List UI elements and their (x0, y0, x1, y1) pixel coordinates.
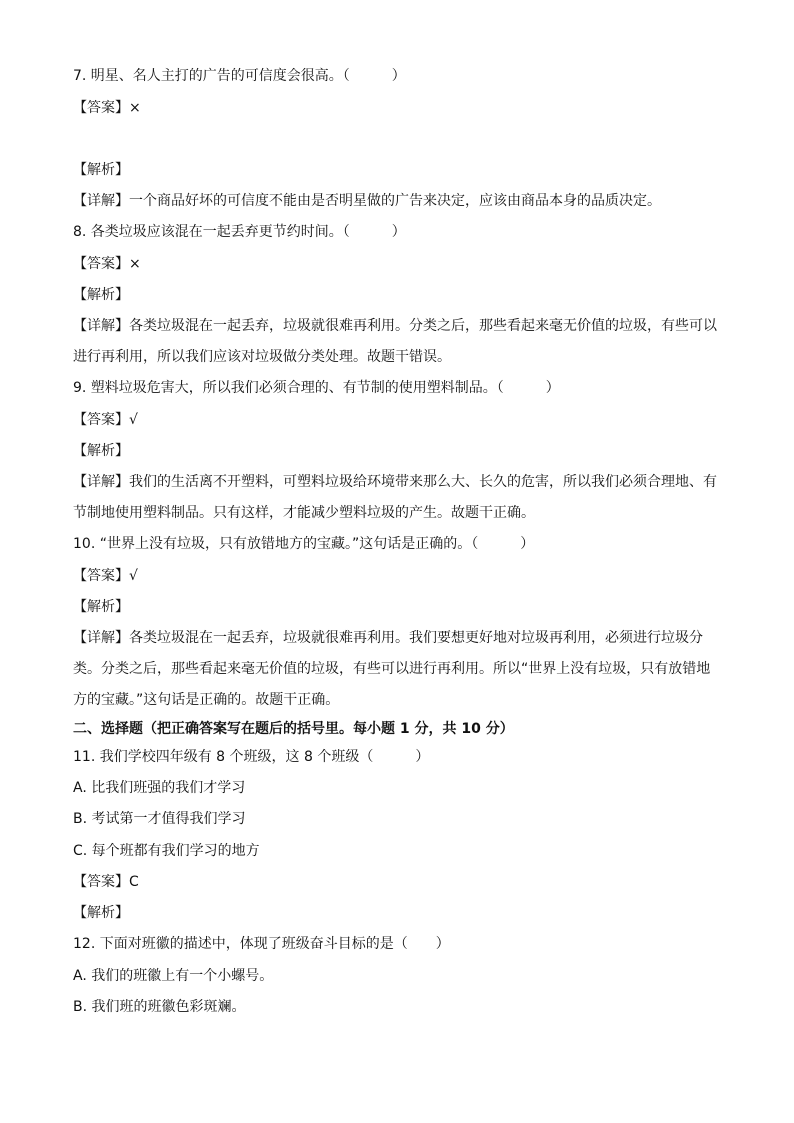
analysis-label: 【解析】 (73, 905, 129, 921)
analysis-label: 【解析】 (73, 599, 129, 615)
option-b: B. 我们班的班徽色彩斑斓。 (73, 999, 246, 1015)
option-b: B. 考试第一才值得我们学习 (73, 811, 246, 827)
detail-text-continued: 节制地使用塑料制品。只有这样，才能减少塑料垃圾的产生。故题干正确。 (73, 505, 535, 521)
detail-text-continued: 进行再利用，所以我们应该对垃圾做分类处理。故题干错误。 (73, 349, 451, 365)
section-heading: 二、选择题（把正确答案写在题后的括号里。每小题 1 分，共 10 分） (73, 721, 514, 737)
option-c: C. 每个班都有我们学习的地方 (73, 843, 260, 859)
detail-text-continued: 方的宝藏。”这句话是正确的。故题干正确。 (73, 692, 340, 708)
option-a: A. 我们的班徽上有一个小螺号。 (73, 968, 274, 984)
option-a: A. 比我们班强的我们才学习 (73, 780, 246, 796)
answer-label: 【答案】× (73, 256, 141, 272)
analysis-label: 【解析】 (73, 443, 129, 459)
question-8: 8. 各类垃圾应该混在一起丢弃更节约时间。（ ） (73, 224, 406, 240)
detail-text: 【详解】各类垃圾混在一起丢弃，垃圾就很难再利用。分类之后，那些看起来毫无价值的垃圾，有些可以 (73, 318, 717, 334)
question-9: 9. 塑料垃圾危害大，所以我们必须合理的、有节制的使用塑料制品。（ ） (73, 380, 560, 396)
analysis-label: 【解析】 (73, 287, 129, 303)
answer-label: 【答案】C (73, 874, 139, 890)
question-10: 10. “世界上没有垃圾，只有放错地方的宝藏。”这句话是正确的。（ ） (73, 536, 535, 552)
detail-text-continued: 类。分类之后，那些看起来毫无价值的垃圾，有些可以进行再利用。所以“世界上没有垃圾，只有放错地 (73, 661, 711, 677)
question-12: 12. 下面对班徽的描述中，体现了班级奋斗目标的是（ ） (73, 936, 450, 952)
question-7: 7. 明星、名人主打的广告的可信度会很高。（ ） (73, 68, 406, 84)
detail-text: 【详解】各类垃圾混在一起丢弃，垃圾就很难再利用。我们要想更好地对垃圾再利用，必须进行垃圾分 (73, 630, 703, 646)
answer-label: 【答案】× (73, 100, 141, 116)
answer-label: 【答案】√ (73, 568, 138, 584)
detail-text: 【详解】一个商品好坏的可信度不能由是否明星做的广告来决定，应该由商品本身的品质决定。 (73, 193, 661, 209)
question-11: 11. 我们学校四年级有 8 个班级，这 8 个班级（ ） (73, 749, 430, 765)
detail-text: 【详解】我们的生活离不开塑料，可塑料垃圾给环境带来那么大、长久的危害，所以我们必须合理地、有 (73, 474, 717, 490)
analysis-label: 【解析】 (73, 162, 129, 178)
answer-label: 【答案】√ (73, 412, 138, 428)
